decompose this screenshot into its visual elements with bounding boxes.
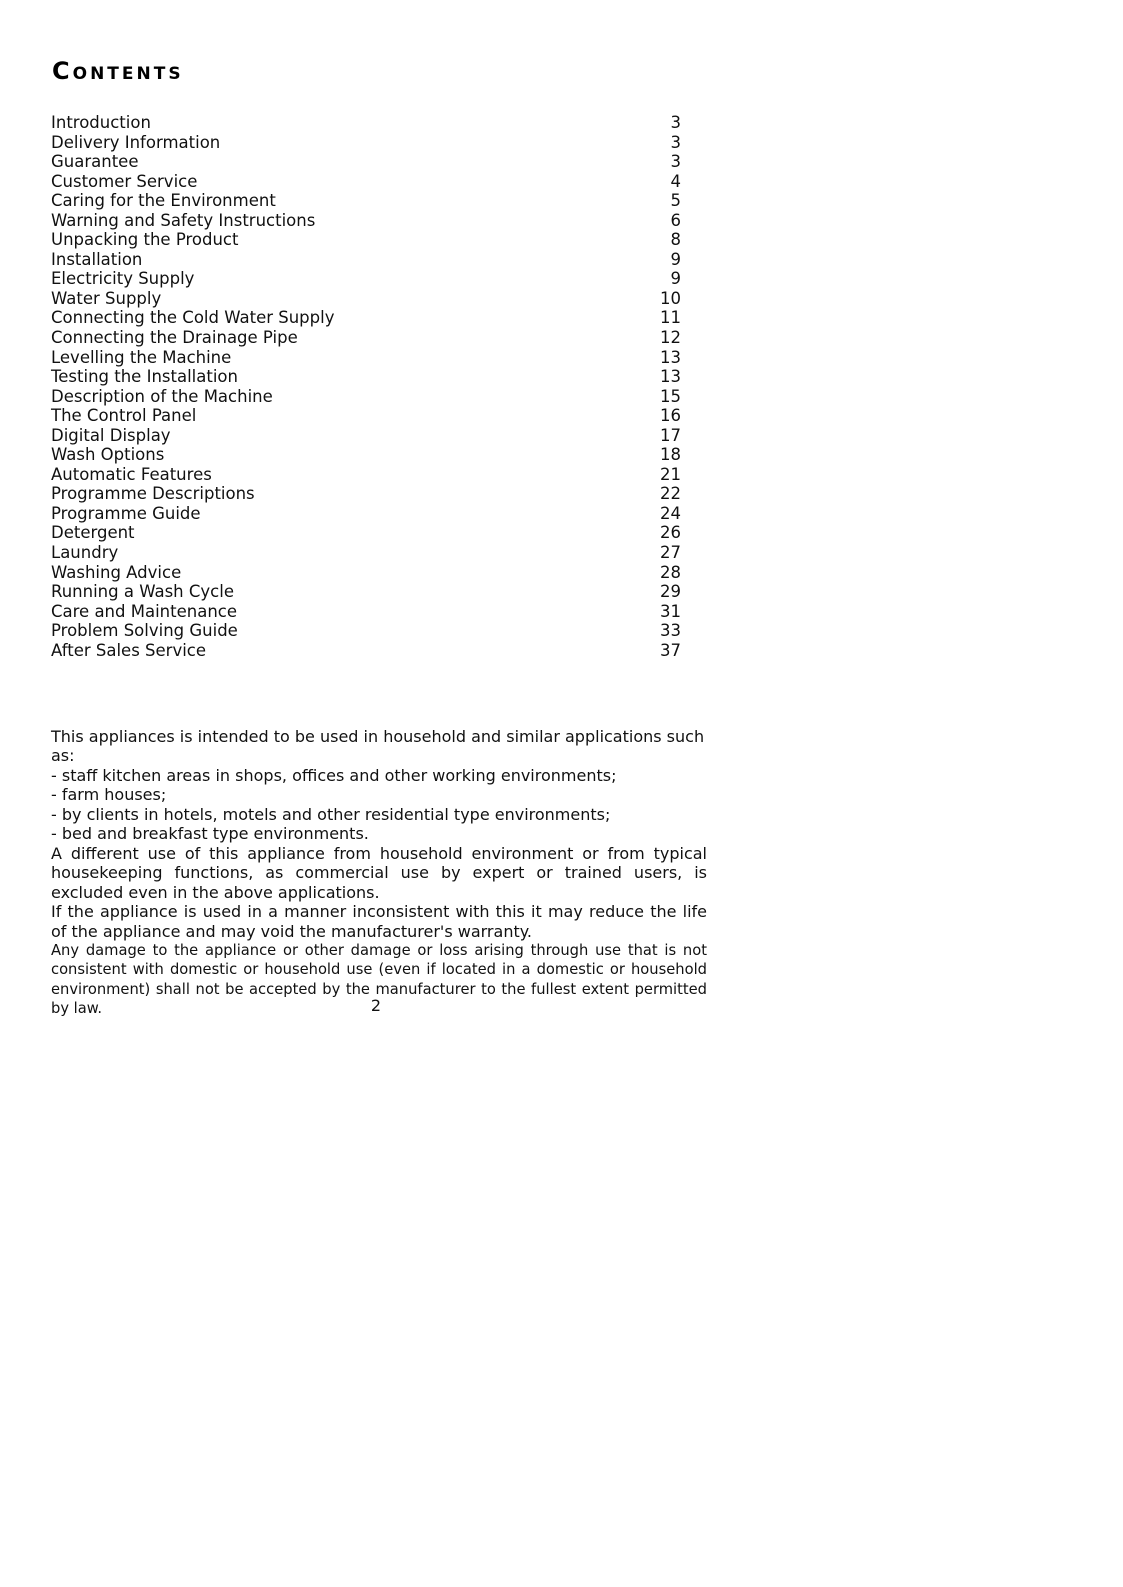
toc-entry-label: Delivery Information bbox=[51, 132, 221, 152]
toc-entry bbox=[51, 328, 681, 348]
toc-entry bbox=[51, 602, 681, 622]
toc-entry-label: Running a Wash Cycle bbox=[51, 582, 234, 602]
toc-entry bbox=[51, 406, 681, 426]
toc-entry-label: Digital Display bbox=[51, 425, 171, 445]
toc-entry-page: 4 bbox=[670, 171, 681, 191]
toc-entry-label: Programme Descriptions bbox=[51, 484, 255, 504]
toc-entry-page: 3 bbox=[670, 132, 681, 152]
toc-entry bbox=[51, 113, 681, 133]
toc-entry-label: The Control Panel bbox=[51, 406, 197, 426]
toc-entry-page: 8 bbox=[670, 230, 681, 250]
toc-entry bbox=[51, 543, 681, 563]
toc-entry-label: Connecting the Cold Water Supply bbox=[51, 308, 335, 328]
toc-entry-page: 17 bbox=[660, 425, 681, 445]
toc-entry-page: 18 bbox=[660, 445, 681, 465]
toc-entry-label: Electricity Supply bbox=[51, 269, 195, 289]
toc-entry-label: Customer Service bbox=[51, 171, 198, 191]
toc-entry-page: 13 bbox=[660, 347, 681, 367]
toc-entry-page: 29 bbox=[660, 582, 681, 602]
toc-entry bbox=[51, 289, 681, 309]
toc-entry bbox=[51, 465, 681, 485]
page-title: Contents bbox=[52, 57, 184, 85]
toc-entry-page: 11 bbox=[660, 308, 681, 328]
toc-entry-label: Warning and Safety Instructions bbox=[51, 210, 316, 230]
toc-entry bbox=[51, 445, 681, 465]
notice-list-item: - farm houses; bbox=[51, 785, 167, 805]
toc-entry bbox=[51, 348, 681, 368]
toc-entry-label: Problem Solving Guide bbox=[51, 621, 238, 641]
toc-entry-page: 22 bbox=[660, 484, 681, 504]
notice-list-item: - bed and breakfast type environments. bbox=[51, 824, 369, 844]
toc-entry bbox=[51, 641, 681, 661]
toc-entry bbox=[51, 191, 681, 211]
toc-entry-label: Levelling the Machine bbox=[51, 347, 232, 367]
toc-entry-page: 6 bbox=[670, 210, 681, 230]
intended-use-notice bbox=[51, 727, 707, 1019]
toc-entry-label: Connecting the Drainage Pipe bbox=[51, 328, 298, 348]
toc-entry bbox=[51, 152, 681, 172]
toc-entry-label: Wash Options bbox=[51, 445, 165, 465]
toc-entry-page: 13 bbox=[660, 367, 681, 387]
toc-entry-page: 10 bbox=[660, 288, 681, 308]
toc-entry-label: Automatic Features bbox=[51, 464, 212, 484]
toc-entry-label: Testing the Installation bbox=[51, 367, 238, 387]
toc-entry bbox=[51, 523, 681, 543]
toc-entry-label: Installation bbox=[51, 249, 143, 269]
toc-entry-page: 12 bbox=[660, 328, 681, 348]
toc-entry-label: Laundry bbox=[51, 543, 119, 563]
toc-entry-label: Water Supply bbox=[51, 288, 162, 308]
notice-list-item: - by clients in hotels, motels and other residential type environments; bbox=[51, 804, 611, 824]
toc-entry-label: Description of the Machine bbox=[51, 386, 273, 406]
toc-entry-label: Care and Maintenance bbox=[51, 601, 237, 621]
toc-entry-page: 31 bbox=[660, 601, 681, 621]
toc-entry-page: 24 bbox=[660, 503, 681, 523]
notice-paragraph: If the appliance is used in a manner inconsistent with this it may reduce the life of the appliance and may void the manufacturer's warranty. bbox=[51, 902, 707, 941]
notice-paragraph: Any damage to the appliance or other damage or loss arising through use that is not consistent with domestic or household use (even if located in a domestic or household environment) shall not be accepted by the manufacturer to the fullest extent permitted by law. bbox=[51, 941, 707, 1018]
toc-entry bbox=[51, 387, 681, 407]
toc-entry-page: 33 bbox=[660, 621, 681, 641]
toc-entry-page: 26 bbox=[660, 523, 681, 543]
table-of-contents bbox=[51, 113, 681, 660]
toc-entry bbox=[51, 426, 681, 446]
toc-entry-label: Programme Guide bbox=[51, 503, 201, 523]
toc-entry-page: 9 bbox=[670, 249, 681, 269]
toc-entry-label: Unpacking the Product bbox=[51, 230, 239, 250]
toc-entry-page: 3 bbox=[670, 152, 681, 172]
toc-entry-page: 15 bbox=[660, 386, 681, 406]
toc-entry-label: Caring for the Environment bbox=[51, 191, 276, 211]
toc-entry bbox=[51, 250, 681, 270]
toc-entry bbox=[51, 367, 681, 387]
notice-paragraph: A different use of this appliance from household environment or from typical housekeeping functions, as commercial use by expert or trained users, is excluded even in the above applications. bbox=[51, 843, 707, 902]
toc-entry-page: 3 bbox=[670, 113, 681, 132]
toc-entry bbox=[51, 504, 681, 524]
toc-entry bbox=[51, 230, 681, 250]
toc-entry-page: 37 bbox=[660, 640, 681, 660]
notice-intro: This appliances is intended to be used in household and similar applications such as: bbox=[51, 727, 705, 766]
toc-entry bbox=[51, 582, 681, 602]
page-number: 2 bbox=[370, 996, 382, 1015]
toc-entry-label: Detergent bbox=[51, 523, 135, 543]
toc-entry-page: 21 bbox=[660, 464, 681, 484]
toc-entry-label: After Sales Service bbox=[51, 640, 207, 660]
toc-entry bbox=[51, 484, 681, 504]
toc-entry-label: Introduction bbox=[51, 113, 151, 132]
toc-entry bbox=[51, 211, 681, 231]
toc-entry-page: 5 bbox=[670, 191, 681, 211]
toc-entry-page: 16 bbox=[660, 406, 681, 426]
toc-entry-label: Washing Advice bbox=[51, 562, 182, 582]
toc-entry bbox=[51, 308, 681, 328]
notice-list-item: - staff kitchen areas in shops, offices and other working environments; bbox=[51, 765, 617, 785]
toc-entry bbox=[51, 133, 681, 153]
toc-entry-label: Guarantee bbox=[51, 152, 139, 172]
toc-entry bbox=[51, 172, 681, 192]
toc-entry-page: 27 bbox=[660, 543, 681, 563]
toc-entry bbox=[51, 563, 681, 583]
toc-entry-page: 9 bbox=[670, 269, 681, 289]
toc-entry bbox=[51, 269, 681, 289]
toc-entry bbox=[51, 621, 681, 641]
toc-entry-page: 28 bbox=[660, 562, 681, 582]
